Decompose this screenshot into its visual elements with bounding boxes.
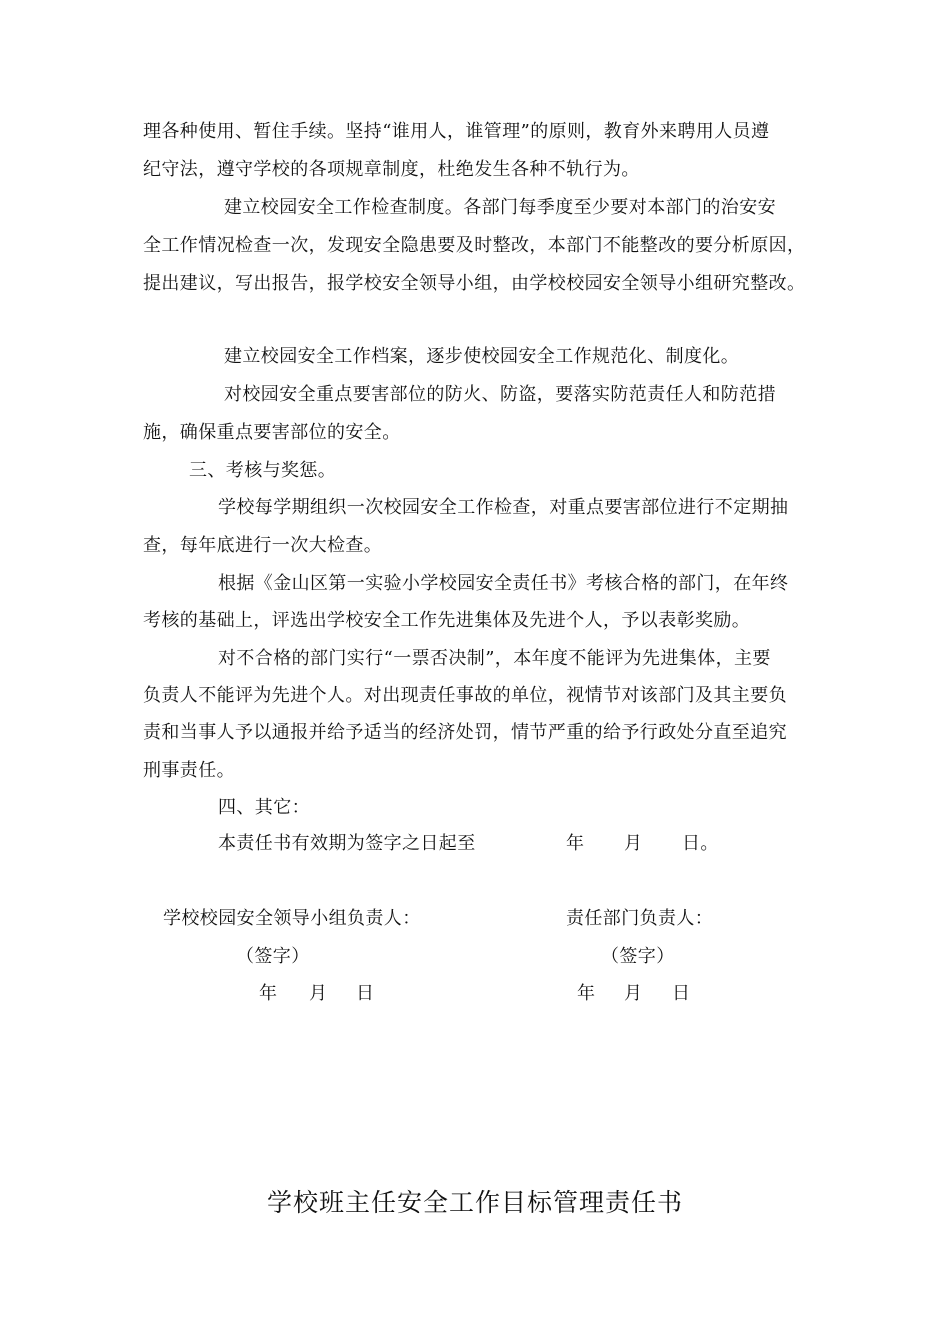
left-date-year: 年 [259, 983, 278, 1004]
paragraph-line: 学校每学期组织一次校园安全工作检查，对重点要害部位进行不定期抽 [218, 497, 789, 518]
paragraph-line: 对不合格的部门实行“一票否决制”，本年度不能评为先进集体，主要 [218, 648, 771, 669]
next-document-title: 学校班主任安全工作目标管理责任书 [266, 1188, 683, 1217]
right-signature-placeholder: （签字） [601, 946, 675, 967]
right-date-month: 月 [624, 983, 643, 1004]
section-heading: 四、其它： [218, 797, 310, 818]
paragraph-line: 建立校园安全工作档案，逐步使校园安全工作规范化、制度化。 [224, 346, 740, 367]
validity-month: 月 [624, 833, 643, 854]
right-date-day: 日 [672, 983, 691, 1004]
paragraph-line: 责和当事人予以通报并给予适当的经济处罚，情节严重的给予行政处分直至追究 [143, 722, 787, 743]
paragraph-line: 提出建议，写出报告，报学校安全领导小组，由学校校园安全领导小组研究整改。 [143, 273, 806, 294]
paragraph-line: 对校园安全重点要害部位的防火、防盗，要落实防范责任人和防范措 [224, 384, 776, 405]
section-heading: 三、考核与奖惩。 [189, 460, 337, 481]
right-date-year: 年 [577, 983, 596, 1004]
left-signatory-label: 学校校园安全领导小组负责人： [163, 908, 421, 929]
validity-text: 本责任书有效期为签字之日起至 [218, 833, 476, 854]
paragraph-line: 建立校园安全工作检查制度。各部门每季度至少要对本部门的治安安 [224, 197, 776, 218]
paragraph-line: 全工作情况检查一次，发现安全隐患要及时整改，本部门不能整改的要分析原因， [143, 235, 806, 256]
validity-day: 日。 [682, 833, 719, 854]
left-date-month: 月 [309, 983, 328, 1004]
paragraph-line: 刑事责任。 [143, 760, 235, 781]
paragraph-line: 负责人不能评为先进个人。对出现责任事故的单位，视情节对该部门及其主要负 [143, 685, 787, 706]
left-signature-placeholder: （签字） [236, 946, 310, 967]
left-date-day: 日 [356, 983, 375, 1004]
right-signatory-label: 责任部门负责人： [566, 908, 714, 929]
paragraph-line: 纪守法，遵守学校的各项规章制度，杜绝发生各种不轨行为。 [143, 159, 640, 180]
paragraph-line: 根据《金山区第一实验小学校园安全责任书》考核合格的部门，在年终 [218, 573, 789, 594]
paragraph-line: 理各种使用、暂住手续。坚持“谁用人，谁管理”的原则，教育外来聘用人员遵 [143, 121, 770, 142]
paragraph-line: 考核的基础上，评选出学校安全工作先进集体及先进个人，予以表彰奖励。 [143, 610, 751, 631]
validity-year: 年 [566, 833, 585, 854]
paragraph-line: 施，确保重点要害部位的安全。 [143, 422, 401, 443]
paragraph-line: 查，每年底进行一次大检查。 [143, 535, 383, 556]
